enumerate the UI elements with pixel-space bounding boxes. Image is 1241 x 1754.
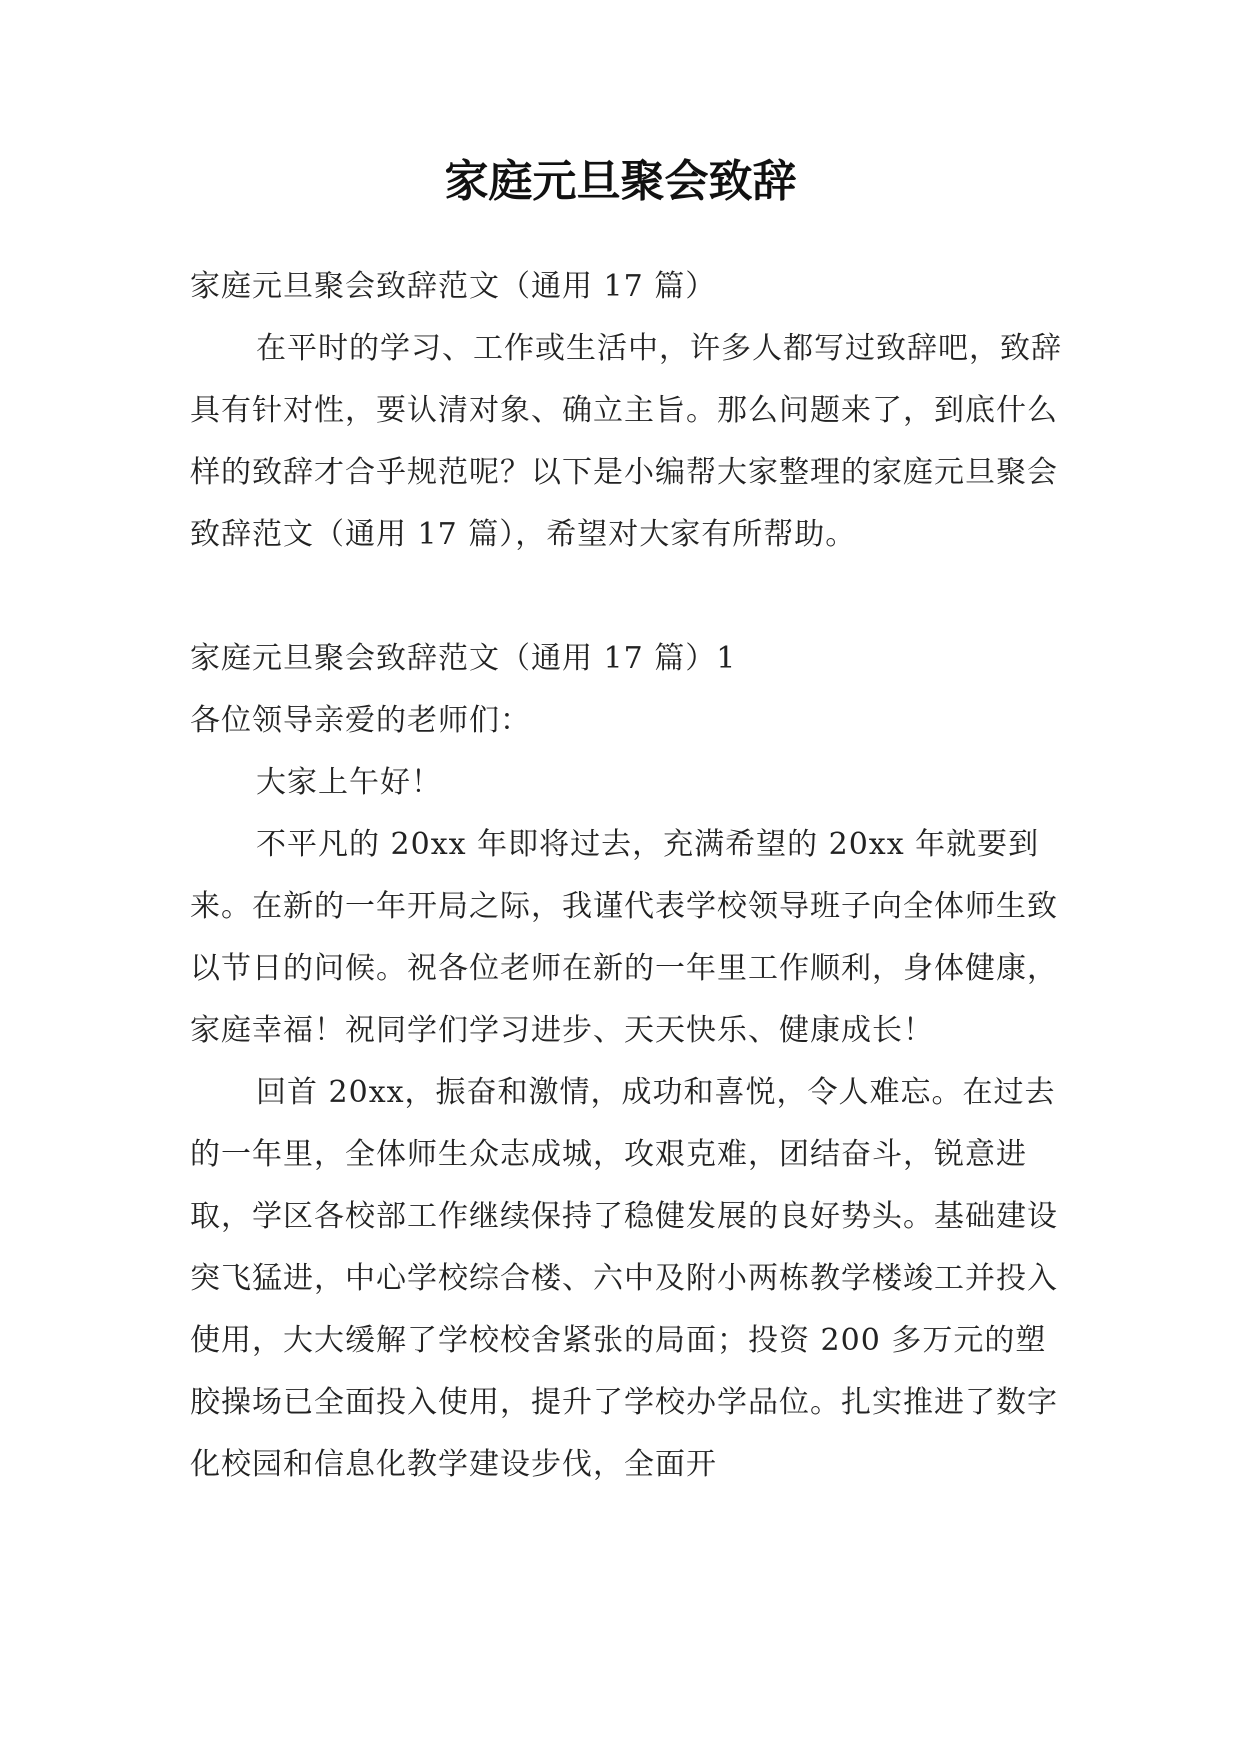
section-heading: 家庭元旦聚会致辞范文（通用 17 篇）1: [190, 641, 737, 676]
salutation: 各位领导亲爱的老师们：: [190, 703, 531, 738]
paragraph-spacer: [190, 566, 1070, 628]
intro-heading: 家庭元旦聚会致辞范文（通用 17 篇）: [190, 269, 717, 304]
document-title: 家庭元旦聚会致辞: [444, 156, 797, 207]
body-paragraph-1: 不平凡的 20xx 年即将过去，充满希望的 20xx 年就要到来。在新的一年开局之际，我谨代表学校领导班子向全体师生致以节日的问候。祝各位老师在新的一年里工作顺利，身体健康，家庭幸福！祝同学们学习进步、天天快乐、健康成长！: [190, 827, 1058, 1048]
intro-paragraph: 在平时的学习、工作或生活中，许多人都写过致辞吧，致辞具有针对性，要认清对象、确立主旨。那么问题来了，到底什么样的致辞才合乎规范呢？以下是小编帮大家整理的家庭元旦聚会致辞范文（通用 17 篇），希望对大家有所帮助。: [190, 331, 1062, 552]
body-paragraph-2: 回首 20xx，振奋和激情，成功和喜悦，令人难忘。在过去的一年里，全体师生众志成城，攻艰克难，团结奋斗，锐意进取，学区各校部工作继续保持了稳健发展的良好势头。基础建设突飞猛进，中心学校综合楼、六中及附小两栋教学楼竣工并投入使用，大大缓解了学校校舍紧张的局面；投资 200 多万元的塑胶操场已全面投入使用，提升了学校办学品位。扎实推进了数字化校园和信息化教学建设步伐，全面开: [190, 1075, 1058, 1482]
document-body: [190, 256, 1070, 1496]
greeting: 大家上午好！: [256, 765, 442, 800]
